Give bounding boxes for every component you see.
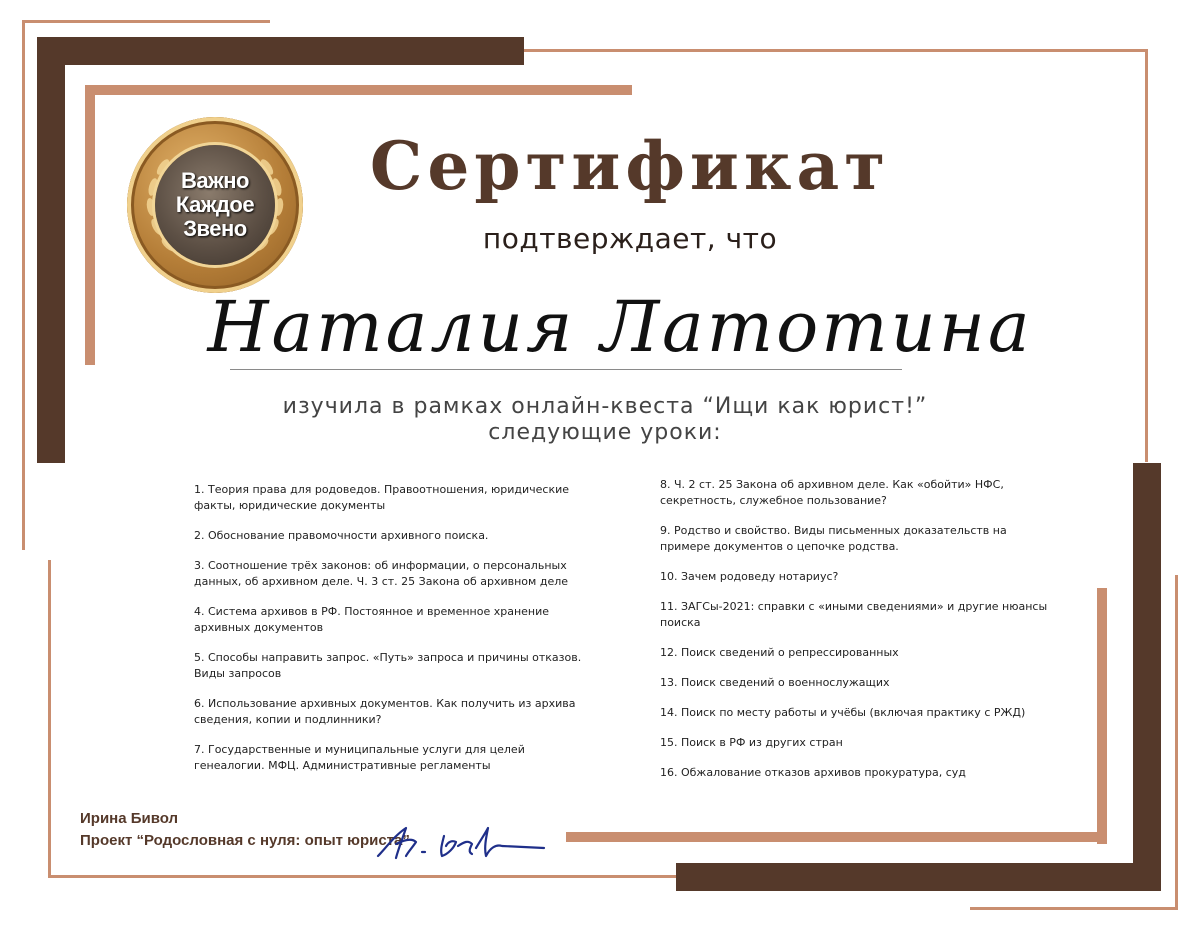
frame-bar-top-dark <box>37 37 524 65</box>
frame-bar-left-dark <box>37 37 65 463</box>
frame-bar-top-tan <box>85 85 632 95</box>
frame-line-right <box>1145 49 1148 462</box>
seal-logo <box>127 117 303 293</box>
frame-line-top <box>22 20 270 23</box>
frame-bar-right-dark <box>1133 463 1161 891</box>
frame-bar-left-tan <box>85 85 95 365</box>
seal-text-line2: Каждое <box>175 192 255 217</box>
name-underline <box>230 369 902 370</box>
frame-line-bottom <box>48 875 688 878</box>
author-name: Ирина Бивол <box>80 810 179 827</box>
lesson-item: 11. ЗАГСы-2021: справки с «иными сведениями» и другие нюансы поиска <box>660 600 1048 629</box>
certificate-subtitle: подтверждает, что <box>482 222 778 255</box>
lesson-item: 12. Поиск сведений о репрессированных <box>660 646 899 659</box>
lessons-right-column <box>660 477 1050 795</box>
project-name: Проект “Родословная с нуля: опыт юриста” <box>80 832 410 849</box>
lesson-item: 6. Использование архивных документов. Как получить из архива сведения, копии и подлинники? <box>194 697 576 726</box>
intro-text <box>260 394 950 446</box>
intro-line2: следующие уроки: <box>488 420 722 445</box>
lesson-item: 16. Обжалование отказов архивов прокуратура, суд <box>660 766 966 779</box>
frame-line-bottom-right <box>970 907 1178 910</box>
lesson-item: 14. Поиск по месту работы и учёбы (включая практику с РЖД) <box>660 706 1026 719</box>
frame-bar-right-tan <box>1097 588 1107 844</box>
lesson-item: 15. Поиск в РФ из других стран <box>660 736 843 749</box>
lesson-item: 9. Родство и свойство. Виды письменных доказательств на примере документов о цепочке родства. <box>660 524 1007 553</box>
intro-line1: изучила в рамках онлайн-квеста “Ищи как юрист!” <box>282 394 928 419</box>
lesson-item: 5. Способы направить запрос. «Путь» запроса и причины отказов. Виды запросов <box>194 651 582 680</box>
author-block <box>80 808 410 852</box>
frame-line-top-right <box>524 49 1148 52</box>
lesson-item: 4. Система архивов в РФ. Постоянное и временное хранение архивных документов <box>194 605 550 634</box>
seal-text-line1: Важно <box>181 168 249 193</box>
lesson-item: 7. Государственные и муниципальные услуги для целей генеалогии. МФЦ. Административные регламенты <box>194 743 525 772</box>
frame-line-right-bottom <box>1175 575 1178 910</box>
lessons-left-column <box>194 482 584 788</box>
lesson-item: 3. Соотношение трёх законов: об информации, о персональных данных, об архивном деле. Ч. 3 ст. 25 Закона об архивном деле <box>194 559 569 588</box>
lesson-item: 2. Обоснование правомочности архивного поиска. <box>194 529 489 542</box>
seal-center <box>155 145 275 265</box>
recipient-name: Наталия Латотина <box>207 286 1033 368</box>
seal-text-line3: Звено <box>183 216 247 241</box>
frame-line-left <box>22 20 25 550</box>
lesson-item: 8. Ч. 2 ст. 25 Закона об архивном деле. Как «обойти» НФС, секретность, служебное пользование? <box>660 478 1004 507</box>
lesson-item: 1. Теория права для родоведов. Правоотношения, юридические факты, юридические документы <box>194 483 570 512</box>
frame-bar-bottom-dark <box>676 863 1161 891</box>
signature-icon <box>372 818 552 868</box>
lesson-item: 10. Зачем родоведу нотариус? <box>660 570 839 583</box>
lesson-item: 13. Поиск сведений о военнослужащих <box>660 676 890 689</box>
frame-line-left-bottom <box>48 560 51 878</box>
certificate-title: Сертификат <box>369 127 891 205</box>
frame-bar-bottom-tan <box>566 832 1107 842</box>
